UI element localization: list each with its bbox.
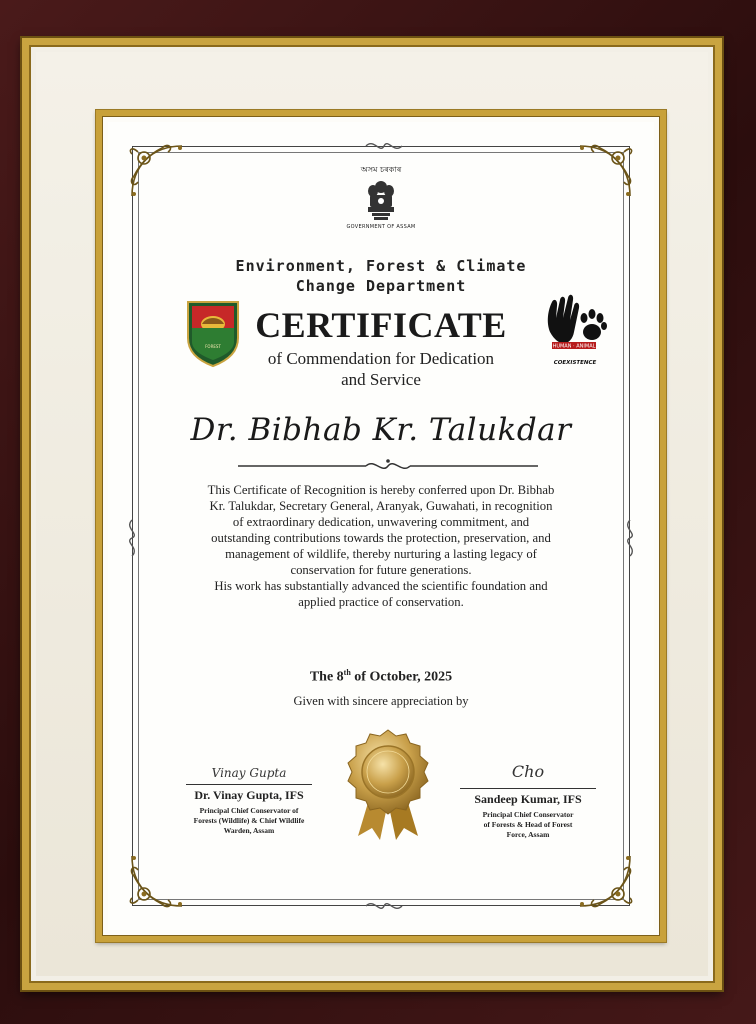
signatory-name: Dr. Vinay Gupta, IFS (194, 788, 304, 802)
body-line: conservation for future generations. (290, 563, 472, 577)
coexistence-logo (540, 292, 610, 374)
recipient-name: Dr. Bibhab Kr. Talukdar (190, 412, 572, 448)
department-line-1: Environment, Forest & Climate (235, 257, 527, 275)
signatory-title-line: Warden, Assam (223, 826, 275, 835)
department-name (148, 256, 614, 296)
signatory-title (448, 810, 608, 840)
coexistence-label: COEXISTENCE (553, 360, 597, 366)
date-prefix: The 8 (309, 669, 344, 685)
inner-gold-frame (96, 110, 666, 942)
signatory-name: Sandeep Kumar, IFS (474, 792, 582, 806)
signatory-title-line: Forests (Wildlife) & Chief Wildlife (193, 816, 305, 825)
assamese-government-label: অসম চৰকাৰ (360, 165, 402, 174)
signatory-title-line: Principal Chief Conservator (482, 810, 574, 819)
body-line: applied practice of conservation. (298, 595, 464, 609)
signatory-left (174, 754, 324, 836)
body-line: Kr. Talukdar, Secretary General, Aranyak, Guwahati, in recognition (209, 499, 553, 513)
emblem-caption: GOVERNMENT OF ASSAM (346, 224, 416, 230)
date-superscript: th (343, 668, 351, 677)
name-underline-ornament-icon (238, 456, 538, 476)
signatory-right (448, 758, 608, 840)
white-mat (36, 52, 708, 976)
body-line: management of wildlife, thereby nurturing a lasting legacy of (225, 547, 537, 561)
outer-gold-frame (22, 38, 722, 990)
certificate-body (156, 482, 606, 610)
signatory-title-line: Force, Assam (506, 830, 550, 839)
signature-line (460, 788, 596, 789)
subtitle-line-1: of Commendation for Dedication (267, 349, 495, 368)
signature-left: Vinay Gupta (211, 766, 287, 780)
certificate-subtitle (218, 348, 544, 390)
handprint-pawprint-icon (540, 292, 610, 356)
signature-line (186, 784, 312, 785)
logo-text-top: HUMAN · ANIMAL (552, 343, 596, 350)
signatory-title-line: of Forests & Head of Forest (483, 820, 573, 829)
given-with-text: Given with sincere appreciation by (293, 694, 469, 708)
body-line: This Certificate of Recognition is hereby conferred upon Dr. Bibhab (207, 483, 555, 497)
certificate-paper (108, 122, 654, 930)
body-line: outstanding contributions towards the protection, preservation, and (211, 531, 551, 545)
signatory-title (174, 806, 324, 836)
signature-right: Cho (511, 762, 545, 781)
body-line: of extraordinary dedication, unwavering commitment, and (232, 515, 530, 529)
signatory-title-line: Principal Chief Conservator of (199, 806, 299, 815)
certificate-title: CERTIFICATE (255, 305, 507, 345)
certificate-date (108, 668, 654, 686)
government-emblem (108, 164, 654, 230)
department-line-2: Change Department (295, 277, 467, 295)
svg-text:FOREST: FOREST (205, 344, 221, 349)
state-emblem-icon (364, 179, 398, 223)
gold-seal-icon (340, 726, 436, 842)
date-suffix: of October, 2025 (350, 669, 453, 685)
subtitle-line-2: and Service (341, 370, 421, 389)
body-line: His work has substantially advanced the scientific foundation and (214, 579, 548, 593)
